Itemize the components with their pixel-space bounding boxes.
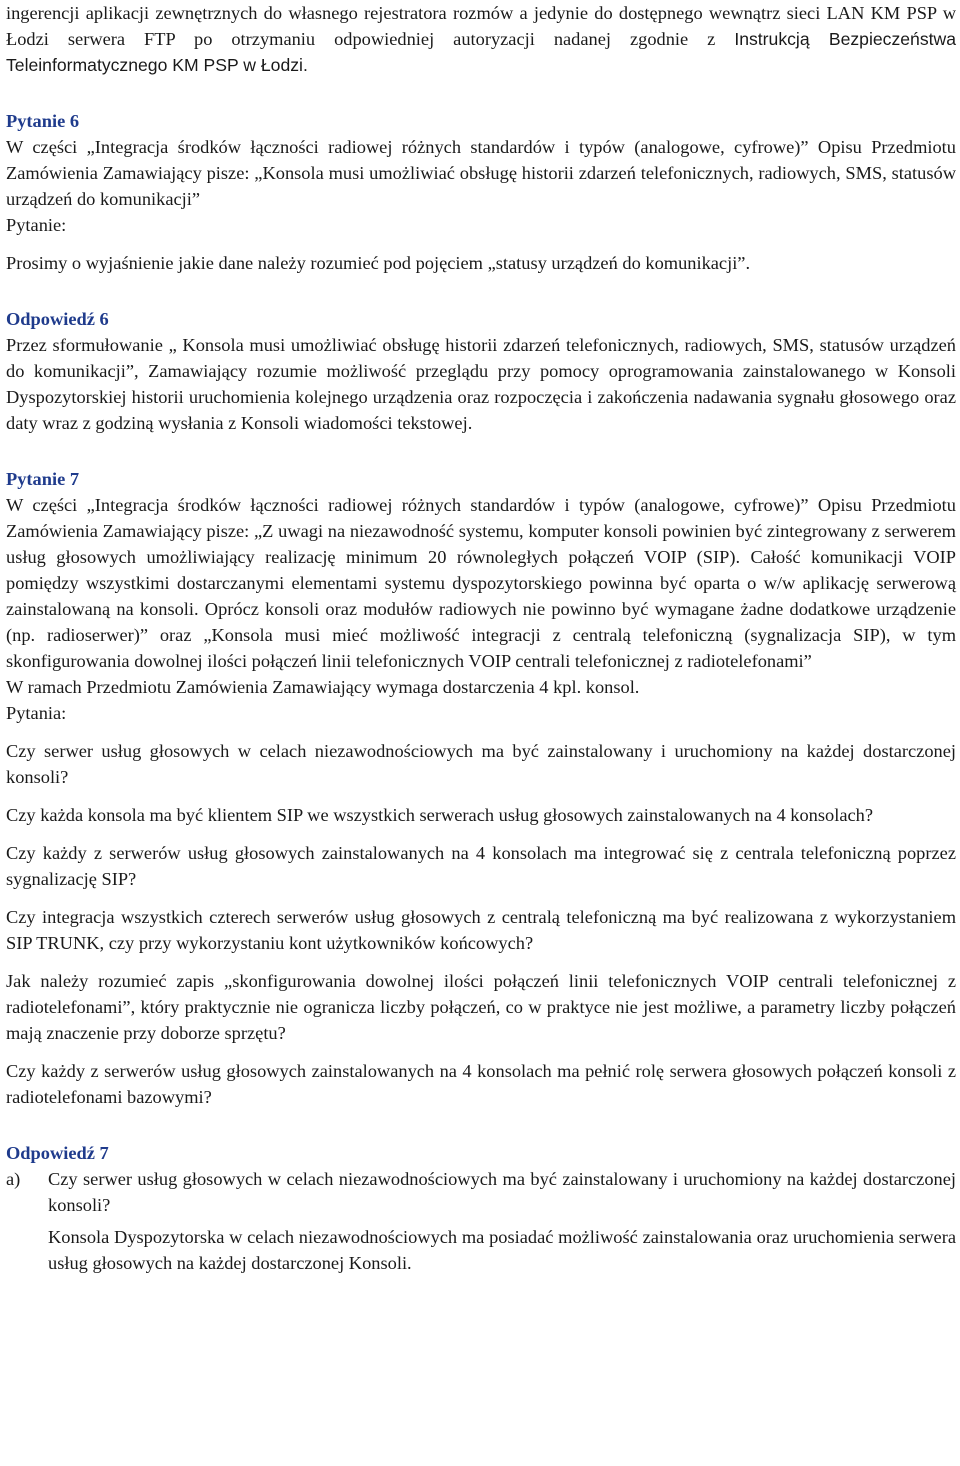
question-6-label: Pytanie: (6, 215, 67, 235)
question-6-text: Prosimy o wyjaśnienie jakie dane należy rozumieć pod pojęciem „statusy urządzeń do komunikacji”. (6, 253, 751, 273)
question-7-heading: Pytanie 7 (6, 469, 80, 489)
question-7-item: Czy serwer usług głosowych w celach niezawodnościowych ma być zainstalowany i uruchomiony na każdej dostarczonej konsoli? (6, 741, 956, 787)
question-7-item: Czy każda konsola ma być klientem SIP we wszystkich serwerach usług głosowych zainstalowanych na 4 konsolach? (6, 805, 874, 825)
question-7-item: Czy integracja wszystkich czterech serwerów usług głosowych z centralą telefoniczną ma być realizowana z wykorzystaniem SIP TRUNK, czy przy wykorzystaniu kont użytkowników końcowych? (6, 907, 956, 953)
answer-7-item-a-question: Czy serwer usług głosowych w celach niezawodnościowych ma być zainstalowany i uruchomiony na każdej dostarczonej konsoli? (48, 1169, 956, 1215)
question-7-requirement: W ramach Przedmiotu Zamówienia Zamawiający wymaga dostarczenia 4 kpl. konsol. (6, 677, 640, 697)
question-6-heading: Pytanie 6 (6, 111, 80, 131)
answer-7-item-a (6, 1166, 956, 1218)
question-7-quote: W części „Integracja środków łączności radiowej różnych standardów i typów (analogowe, cyfrowe)” Opisu Przedmiotu Zamówienia Zamawiający pisze: „Z uwagi na niezawodność systemu, komputer konsoli powinien być zintegrowany z serwerem usług głosowych umożliwiający realizację minimum 20 równoległych połączeń VOIP (SIP). Całość komunikacji VOIP pomiędzy wszystkimi dostarczanymi elementami systemu dyspozytorskiego powinna być oparta o w/w aplikację serwerową zainstalowaną na konsoli. Oprócz konsoli oraz modułów radiowych nie powinno być wymagane żadne dodatkowe urządzenie (np. radioserwer)” oraz „Konsola musi mieć możliwość integracji z centralą telefoniczną (sygnalizacja SIP), w tym skonfigurowania dowolnej ilości połączeń linii telefonicznych VOIP centrali telefonicznej z radiotelefonami” (6, 495, 956, 671)
question-7-item: Czy każdy z serwerów usług głosowych zainstalowanych na 4 konsolach ma integrować się z centrala telefoniczną poprzez sygnalizację SIP? (6, 843, 956, 889)
answer-6-text: Przez sformułowanie „ Konsola musi umożliwiać obsługę historii zdarzeń telefonicznych, radiowych, SMS, statusów urządzeń do komunikacji”, Zamawiający rozumie możliwość przeglądu przy pomocy oprogramowania zainstalowanego w Konsoli Dyspozytorskiej historii uruchomienia kolejnego urządzenia oraz rozpoczęcia i zakończenia nadawania sygnału głosowego oraz daty wraz z godziną wysłania z Konsoli wiadomości tekstowej. (6, 335, 956, 433)
question-7-item: Jak należy rozumieć zapis „skonfigurowania dowolnej ilości połączeń linii telefonicznych VOIP centrali telefonicznej z radiotelefonami”, który praktycznie nie ogranicza liczby połączeń, co w praktyce nie jest możliwe, a parametry liczby połączeń mają znaczenie przy doborze sprzętu? (6, 971, 956, 1043)
question-7-label: Pytania: (6, 703, 67, 723)
question-6-quote: W części „Integracja środków łączności radiowej różnych standardów i typów (analogowe, cyfrowe)” Opisu Przedmiotu Zamówienia Zamawiający pisze: „Konsola musi umożliwiać obsługę historii zdarzeń telefonicznych, radiowych, SMS, statusów urządzeń do komunikacji” (6, 137, 956, 209)
answer-7-heading: Odpowiedź 7 (6, 1143, 109, 1163)
intro-text-sans: Instrukcją Bezpieczeństwa Teleinformatycznego KM PSP w Łodzi. (6, 29, 956, 75)
question-7-item: Czy każdy z serwerów usług głosowych zainstalowanych na 4 konsolach ma pełnić rolę serwera głosowych połączeń konsoli z radiotelefonami bazowymi? (6, 1061, 956, 1107)
document-page (6, 0, 956, 1276)
answer-6-heading: Odpowiedź 6 (6, 309, 109, 329)
answer-7-item-a-answer: Konsola Dyspozytorska w celach niezawodnościowych ma posiadać możliwość zainstalowania oraz uruchomienia serwera usług głosowych na każdej dostarczonej Konsoli. (48, 1227, 956, 1273)
intro-text: ingerencji aplikacji zewnętrznych do własnego rejestratora rozmów a jedynie do dostępnego wewnątrz sieci LAN KM PSP w Łodzi serwera FTP po otrzymaniu odpowiedniej autoryzacji nadanej zgodnie z (6, 3, 956, 49)
answer-7-item-a-label: a) (6, 1169, 21, 1189)
intro-paragraph (6, 0, 956, 78)
